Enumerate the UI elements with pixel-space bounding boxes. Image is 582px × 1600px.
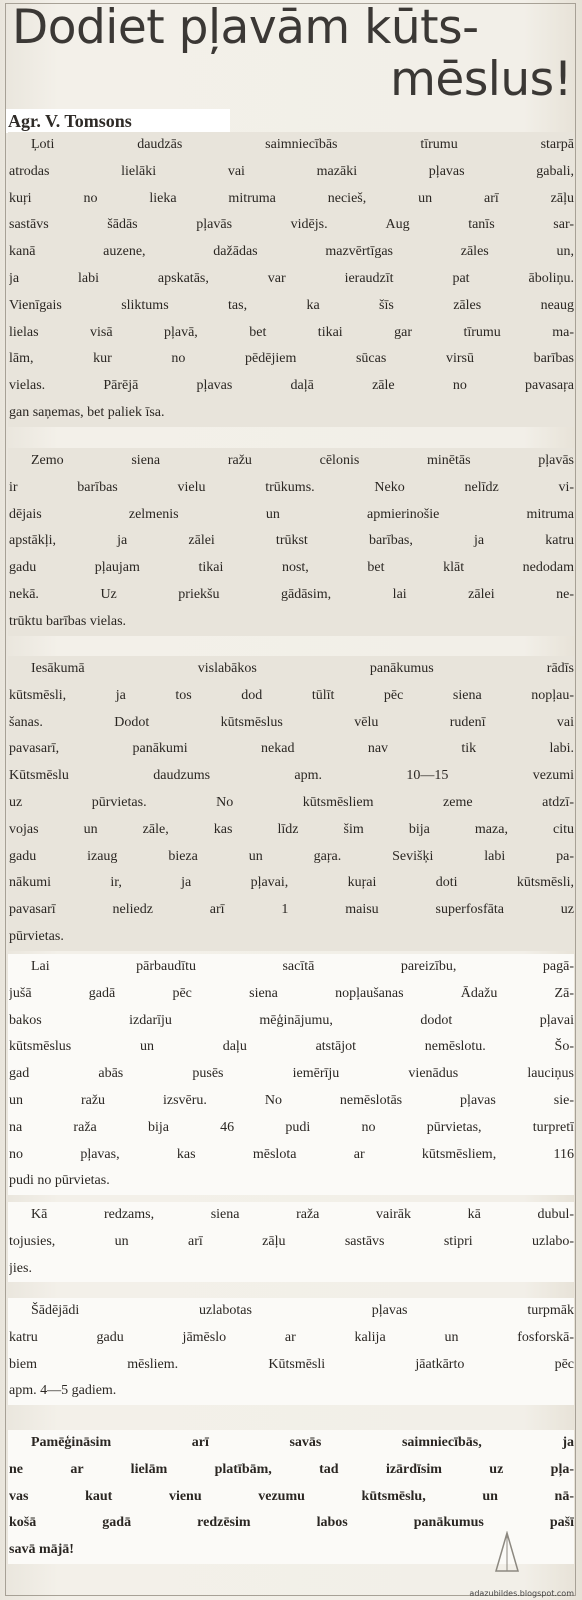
author-byline: Agr. V. Tomsons xyxy=(6,109,230,133)
watermark: adazubildes.blogspot.com xyxy=(469,1589,574,1598)
text-line: Iesākumā vislabākos panākumus rādīs xyxy=(31,661,574,676)
paragraph-4 xyxy=(8,954,574,1195)
text-line: no pļavas, kas mēslota ar kūtsmēsliem, 116 xyxy=(9,1146,574,1162)
text-line: Pamēģināsim arī savās saimniecībās, ja xyxy=(31,1435,574,1450)
text-line: lielas visā pļavā, bet tikai gar tīrumu ma- xyxy=(9,324,574,340)
text-line: gadu pļaujam tikai nost, bet klāt nedodam xyxy=(9,560,574,576)
text-line: nekā. Uz priekšu gādāsim, lai zālei ne- xyxy=(9,586,574,602)
text-line: vojas un zāle, kas līdz šim bija maza, citu xyxy=(9,821,574,837)
text-line: pudi no pūrvietas. xyxy=(9,1173,110,1189)
article-title xyxy=(12,2,574,106)
text-line: biem mēsliem. Kūtsmēsli jāatkārto pēc xyxy=(9,1356,574,1372)
text-line: jies. xyxy=(9,1260,32,1276)
text-line: vas kaut vienu vezumu kūtsmēslu, un nā- xyxy=(9,1488,574,1504)
text-line: vielas. Pārējā pļavas daļā zāle no pavasaŗa xyxy=(9,378,574,394)
paragraph-2 xyxy=(8,448,574,636)
title-line-1: Dodiet pļavām kūts- xyxy=(12,0,479,55)
paragraph-7 xyxy=(8,1430,574,1564)
text-line: katru gadu jāmēslo ar kalija un fosforskā- xyxy=(9,1329,574,1345)
text-line: lām, kur no pēdējiem sūcas virsū barības xyxy=(9,351,574,367)
text-line: kuŗi no lieka mitruma necieš, un arī zāļu xyxy=(9,190,574,206)
text-line: Kā redzams, siena raža vairāk kā dubul- xyxy=(31,1207,574,1222)
text-line: savā mājā! xyxy=(9,1542,74,1558)
text-line: kanā auzene, dažādas mazvērtīgas zāles un, xyxy=(9,244,574,260)
paragraph-5 xyxy=(8,1202,574,1282)
church-stamp-icon xyxy=(494,1531,520,1573)
paragraph-3 xyxy=(8,656,574,951)
text-line: nākumi ir, ja pļavai, kuŗai doti kūtsmēsli, xyxy=(9,875,574,891)
text-line: Kūtsmēslu daudzums apm. 10—15 vezumi xyxy=(9,768,574,784)
text-line: gan saņemas, bet paliek īsa. xyxy=(9,404,165,420)
text-line: pavasarī neliedz arī 1 maisu superfosfāta uz xyxy=(9,902,574,918)
text-line: tojusies, un arī zāļu sastāvs stipri uzlabo- xyxy=(9,1233,574,1249)
text-line: trūktu barības vielas. xyxy=(9,613,127,629)
text-line: atrodas lielāki vai mazāki pļavas gabali, xyxy=(9,163,574,179)
text-line: ir barības vielu trūkums. Neko nelīdz vi- xyxy=(9,479,574,495)
text-line: kūtsmēsli, ja tos dod tūlīt pēc siena nopļau- xyxy=(9,687,574,703)
text-line: uz pūrvietas. No kūtsmēsliem zeme atdzī- xyxy=(9,794,574,810)
text-line: Ļoti daudzās saimniecībās tīrumu starpā xyxy=(31,137,574,152)
text-line: Zemo siena ražu cēlonis minētās pļavās xyxy=(31,453,574,468)
paragraph-1 xyxy=(8,132,574,427)
text-line: pūrvietas. xyxy=(9,928,64,944)
text-line: Šādējādi uzlabotas pļavas turpmāk xyxy=(31,1303,574,1318)
text-line: kūtsmēslus un daļu atstājot nemēslotu. Šo- xyxy=(9,1039,574,1055)
text-line: un ražu izsvēru. No nemēslotās pļavas sie- xyxy=(9,1092,574,1108)
text-line: jušā gadā pēc siena nopļaušanas Ādažu Zā- xyxy=(9,985,574,1001)
title-line-2: mēslus! xyxy=(390,52,572,107)
text-line: apstākļi, ja zālei trūkst barības, ja katru xyxy=(9,533,574,549)
text-line: ja labi apskatās, var ieraudzīt pat āboliņu. xyxy=(9,270,574,286)
text-line: apm. 4—5 gadiem. xyxy=(9,1383,117,1399)
text-line: Lai pārbaudītu sacītā pareizību, pagā- xyxy=(31,959,574,974)
paragraph-6 xyxy=(8,1298,574,1405)
text-line: Vienīgais sliktums tas, ka šīs zāles neaug xyxy=(9,297,574,313)
text-line: na raža bija 46 pudi no pūrvietas, turpretī xyxy=(9,1119,574,1135)
text-line: bakos izdarīju mēģinājumu, dodot pļavai xyxy=(9,1012,574,1028)
text-line: gad abās pusēs iemērīju vienādus lauciņus xyxy=(9,1066,574,1082)
text-line: pavasarī, panākumi nekad nav tik labi. xyxy=(9,741,574,757)
text-line: ne ar lielām platībām, tad izārdīsim uz pļa- xyxy=(9,1461,574,1477)
text-line: šanas. Dodot kūtsmēslus vēlu rudenī vai xyxy=(9,714,574,730)
text-line: dējais zelmenis un apmierinošie mitruma xyxy=(9,506,574,522)
text-line: gadu izaug bieza un gaŗa. Sevišķi labi pa- xyxy=(9,848,574,864)
text-line: košā gadā redzēsim labos panākumus pašī xyxy=(9,1515,574,1531)
text-line: sastāvs šādās pļavās vidējs. Aug tanīs sar- xyxy=(9,217,574,233)
